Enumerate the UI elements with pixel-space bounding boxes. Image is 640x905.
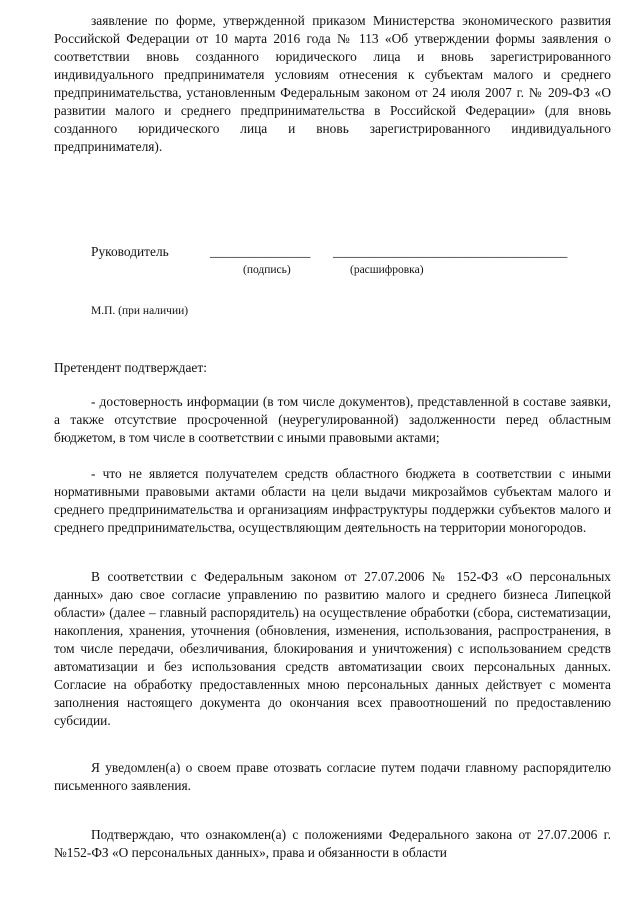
notice-paragraph: Я уведомлен(а) о своем праве отозвать согласие путем подачи главному распорядителю письменного заявления. — [54, 760, 611, 793]
acknowledge-paragraph: Подтверждаю, что ознакомлен(а) с положениями Федерального закона от 27.07.2006 г. №152-ФЗ «О персональных данных», права и обязанности в области — [54, 827, 611, 860]
full-name-caption: (расшифровка) — [350, 264, 424, 276]
confirms-item-2: - что не является получателем средств областного бюджета в соответствии с иными нормативными правовыми актами области на цели выдачи микрозаймов субъектам малого и среднего предпринимательства и организациям инфраструктуры поддержки субъектов малого и среднего предпринимательства, осуществляющим деятельность на территории моногородов. — [54, 466, 611, 535]
intro-paragraph: заявление по форме, утвержденной приказом Министерства экономического развития Российской Федерации от 10 марта 2016 года № 113 «Об утверждении формы заявления о соответствии вновь созданного юридического лица и вновь зарегистрированного индивидуального предпринимателя условиям отнесения к субъектам малого и среднего предпринимательства, установленным Федеральным законом от 24 июля 2007 г. № 209-ФЗ «О развитии малого и среднего предпринимательства в Российской Федерации» (для вновь созданного юридического лица и вновь зарегистрированного индивидуального предпринимателя). — [54, 13, 611, 154]
consent-paragraph: В соответствии с Федеральным законом от 27.07.2006 № 152-ФЗ «О персональных данных» даю свое согласие управлению по развитию малого и среднего бизнеса Липецкой области» (далее – главный распорядитель) на осуществление обработки (сбора, систематизации, накопления, хранения, уточнения (обновления, изменения, использования, распространения, в том числе передачи, обезличивания, блокирования и уничтожения) с использованием средств автоматизации и без использования средств автоматизации своих персональных данных. Согласие на обработку предоставленных мною персональных данных действует с момента заполнения настоящего документа до окончания всех правоотношений по предоставлению субсидии. — [54, 569, 611, 728]
full-name-line: ___________________________________ — [333, 244, 568, 259]
confirms-heading: Претендент подтверждает: — [54, 360, 207, 375]
stamp-label: М.П. (при наличии) — [91, 305, 189, 317]
signature-caption: (подпись) — [243, 264, 291, 276]
signature-line: _______________ — [210, 244, 311, 259]
signature-role: Руководитель — [91, 244, 169, 259]
confirms-item-1: - достоверность информации (в том числе документов), представленной в составе заявки, а также отсутствие просроченной (неурегулированной) задолженности перед областным бюджетом, в том числе в соответствии с иными правовыми актами; — [54, 394, 611, 445]
